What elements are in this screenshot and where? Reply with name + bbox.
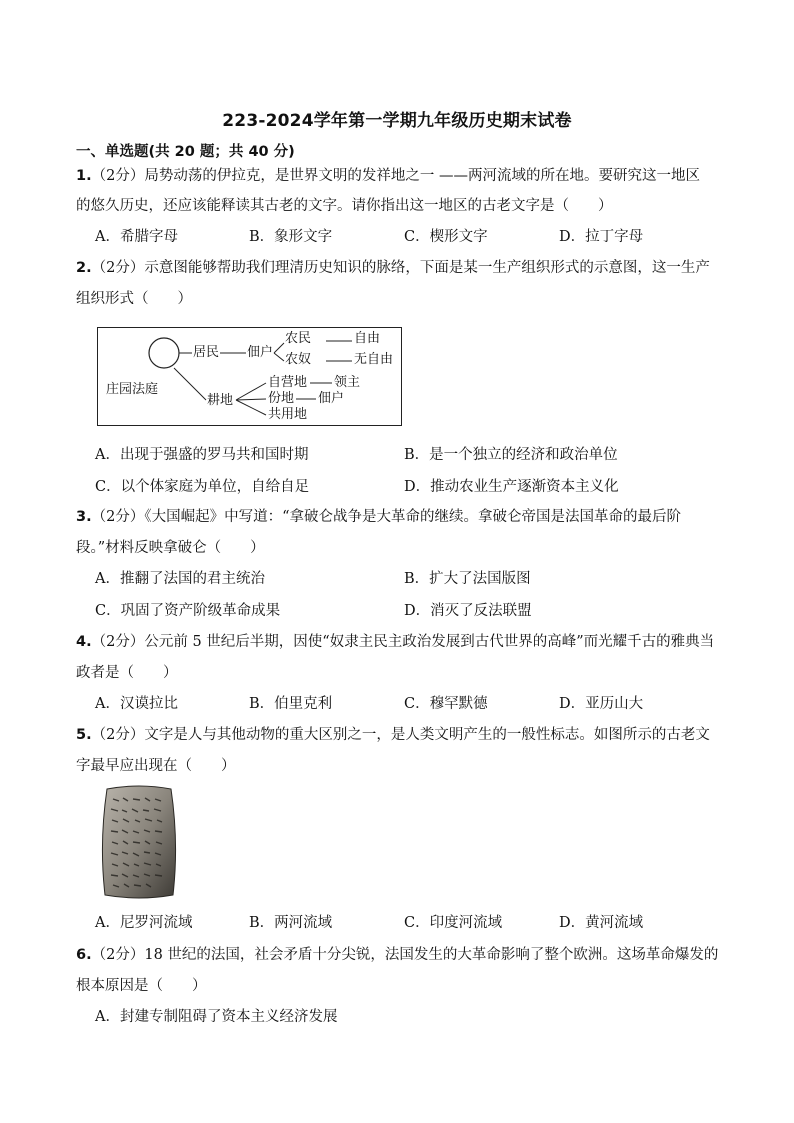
option-d[interactable]: D．推动农业生产逐渐资本主义化	[404, 479, 619, 495]
question-4	[76, 632, 726, 652]
label-common-land: 共用地	[268, 407, 308, 422]
question-text-cont: 政者是（ ）	[76, 665, 178, 681]
question-number: 5.	[76, 727, 92, 743]
question-text: 文字是人与其他动物的重大区别之一，是人类文明产生的一般性标志。如图所示的古老文	[144, 727, 710, 743]
option-a[interactable]: A．出现于强盛的罗马共和国时期	[95, 447, 309, 463]
cuneiform-tablet-image	[99, 783, 179, 901]
option-b[interactable]: B．伯里克利	[249, 696, 333, 712]
question-number: 4.	[76, 634, 92, 650]
label-residents: 居民	[193, 345, 220, 360]
option-b[interactable]: B．两河流域	[249, 915, 333, 931]
option-d[interactable]: D．消灭了反法联盟	[404, 603, 532, 619]
label-manor-court: 庄园法庭	[106, 382, 159, 397]
label-tenant-2: 佃户	[318, 391, 345, 406]
option-a[interactable]: A．希腊字母	[95, 229, 178, 245]
question-score: （2分）	[91, 727, 145, 743]
option-b[interactable]: B．扩大了法国版图	[404, 571, 531, 587]
question-text-cont: 字最早应出现在（ ）	[76, 758, 236, 774]
option-c[interactable]: C．印度河流域	[404, 915, 503, 931]
option-c[interactable]: C．穆罕默德	[404, 696, 488, 712]
option-d[interactable]: D．拉丁字母	[559, 229, 644, 245]
label-free: 自由	[354, 331, 381, 346]
clay-tablet-icon	[99, 783, 179, 901]
question-number: 2.	[76, 260, 92, 276]
label-tenant: 佃户	[247, 345, 274, 360]
question-score: （2分）	[91, 509, 145, 525]
question-score: （2分）	[91, 260, 145, 276]
question-2	[76, 258, 726, 278]
option-a[interactable]: A．封建专制阻碍了资本主义经济发展	[95, 1009, 338, 1025]
option-a[interactable]: A．汉谟拉比	[95, 696, 178, 712]
option-b[interactable]: B．是一个独立的经济和政治单位	[404, 447, 618, 463]
label-farmland: 耕地	[207, 393, 234, 408]
section-heading: 一、单选题(共 20 题；共 40 分)	[76, 144, 295, 160]
question-text: 18 世纪的法国，社会矛盾十分尖锐，法国发生的大革命影响了整个欧洲。这场革命爆发的	[144, 947, 719, 963]
option-c[interactable]: C．楔形文字	[404, 229, 488, 245]
question-text: 公元前 5 世纪后半期，因使“奴隶主民主政治发展到古代世界的高峰”而光耀千古的雅典当	[144, 634, 715, 650]
question-3	[76, 507, 726, 527]
label-serf: 农奴	[285, 352, 312, 367]
question-text-cont: 的悠久历史，还应该能释读其古老的文字。请你指出这一地区的古老文字是（ ）	[76, 198, 613, 214]
question-5	[76, 725, 726, 745]
question-text-cont: 根本原因是（ ）	[76, 978, 207, 994]
option-c[interactable]: C．巩固了资产阶级革命成果	[95, 603, 281, 619]
question-text: 示意图能够帮助我们理清历史知识的脉络，下面是某一生产组织形式的示意图，这一生产	[144, 260, 710, 276]
option-c[interactable]: C．以个体家庭为单位，自给自足	[95, 479, 310, 495]
manor-diagram	[97, 327, 402, 426]
label-share-land: 份地	[268, 391, 295, 406]
label-lord: 领主	[334, 375, 361, 390]
question-1	[76, 166, 726, 186]
option-d[interactable]: D．亚历山大	[559, 696, 644, 712]
question-6	[76, 945, 726, 965]
exam-title: 223-2024学年第一学期九年级历史期末试卷	[222, 111, 572, 131]
option-a[interactable]: A．尼罗河流域	[95, 915, 193, 931]
option-a[interactable]: A．推翻了法国的君主统治	[95, 571, 265, 587]
option-d[interactable]: D．黄河流域	[559, 915, 644, 931]
question-number: 3.	[76, 509, 92, 525]
label-peasant: 农民	[285, 331, 312, 346]
label-demesne: 自营地	[268, 375, 308, 390]
option-b[interactable]: B．象形文字	[249, 229, 333, 245]
question-text: 局势动荡的伊拉克，是世界文明的发祥地之一 ——两河流域的所在地。要研究这一地区	[144, 168, 700, 184]
question-score: （2分）	[91, 168, 145, 184]
question-score: （2分）	[91, 947, 145, 963]
label-unfree: 无自由	[354, 352, 394, 367]
question-number: 6.	[76, 947, 92, 963]
question-score: （2分）	[91, 634, 145, 650]
question-text-cont: 段。”材料反映拿破仑（ ）	[76, 540, 265, 556]
question-text: 《大国崛起》中写道：“拿破仑战争是大革命的继续。拿破仑帝国是法国革命的最后阶	[144, 509, 682, 525]
question-text-cont: 组织形式（ ）	[76, 291, 192, 307]
question-number: 1.	[76, 168, 92, 184]
